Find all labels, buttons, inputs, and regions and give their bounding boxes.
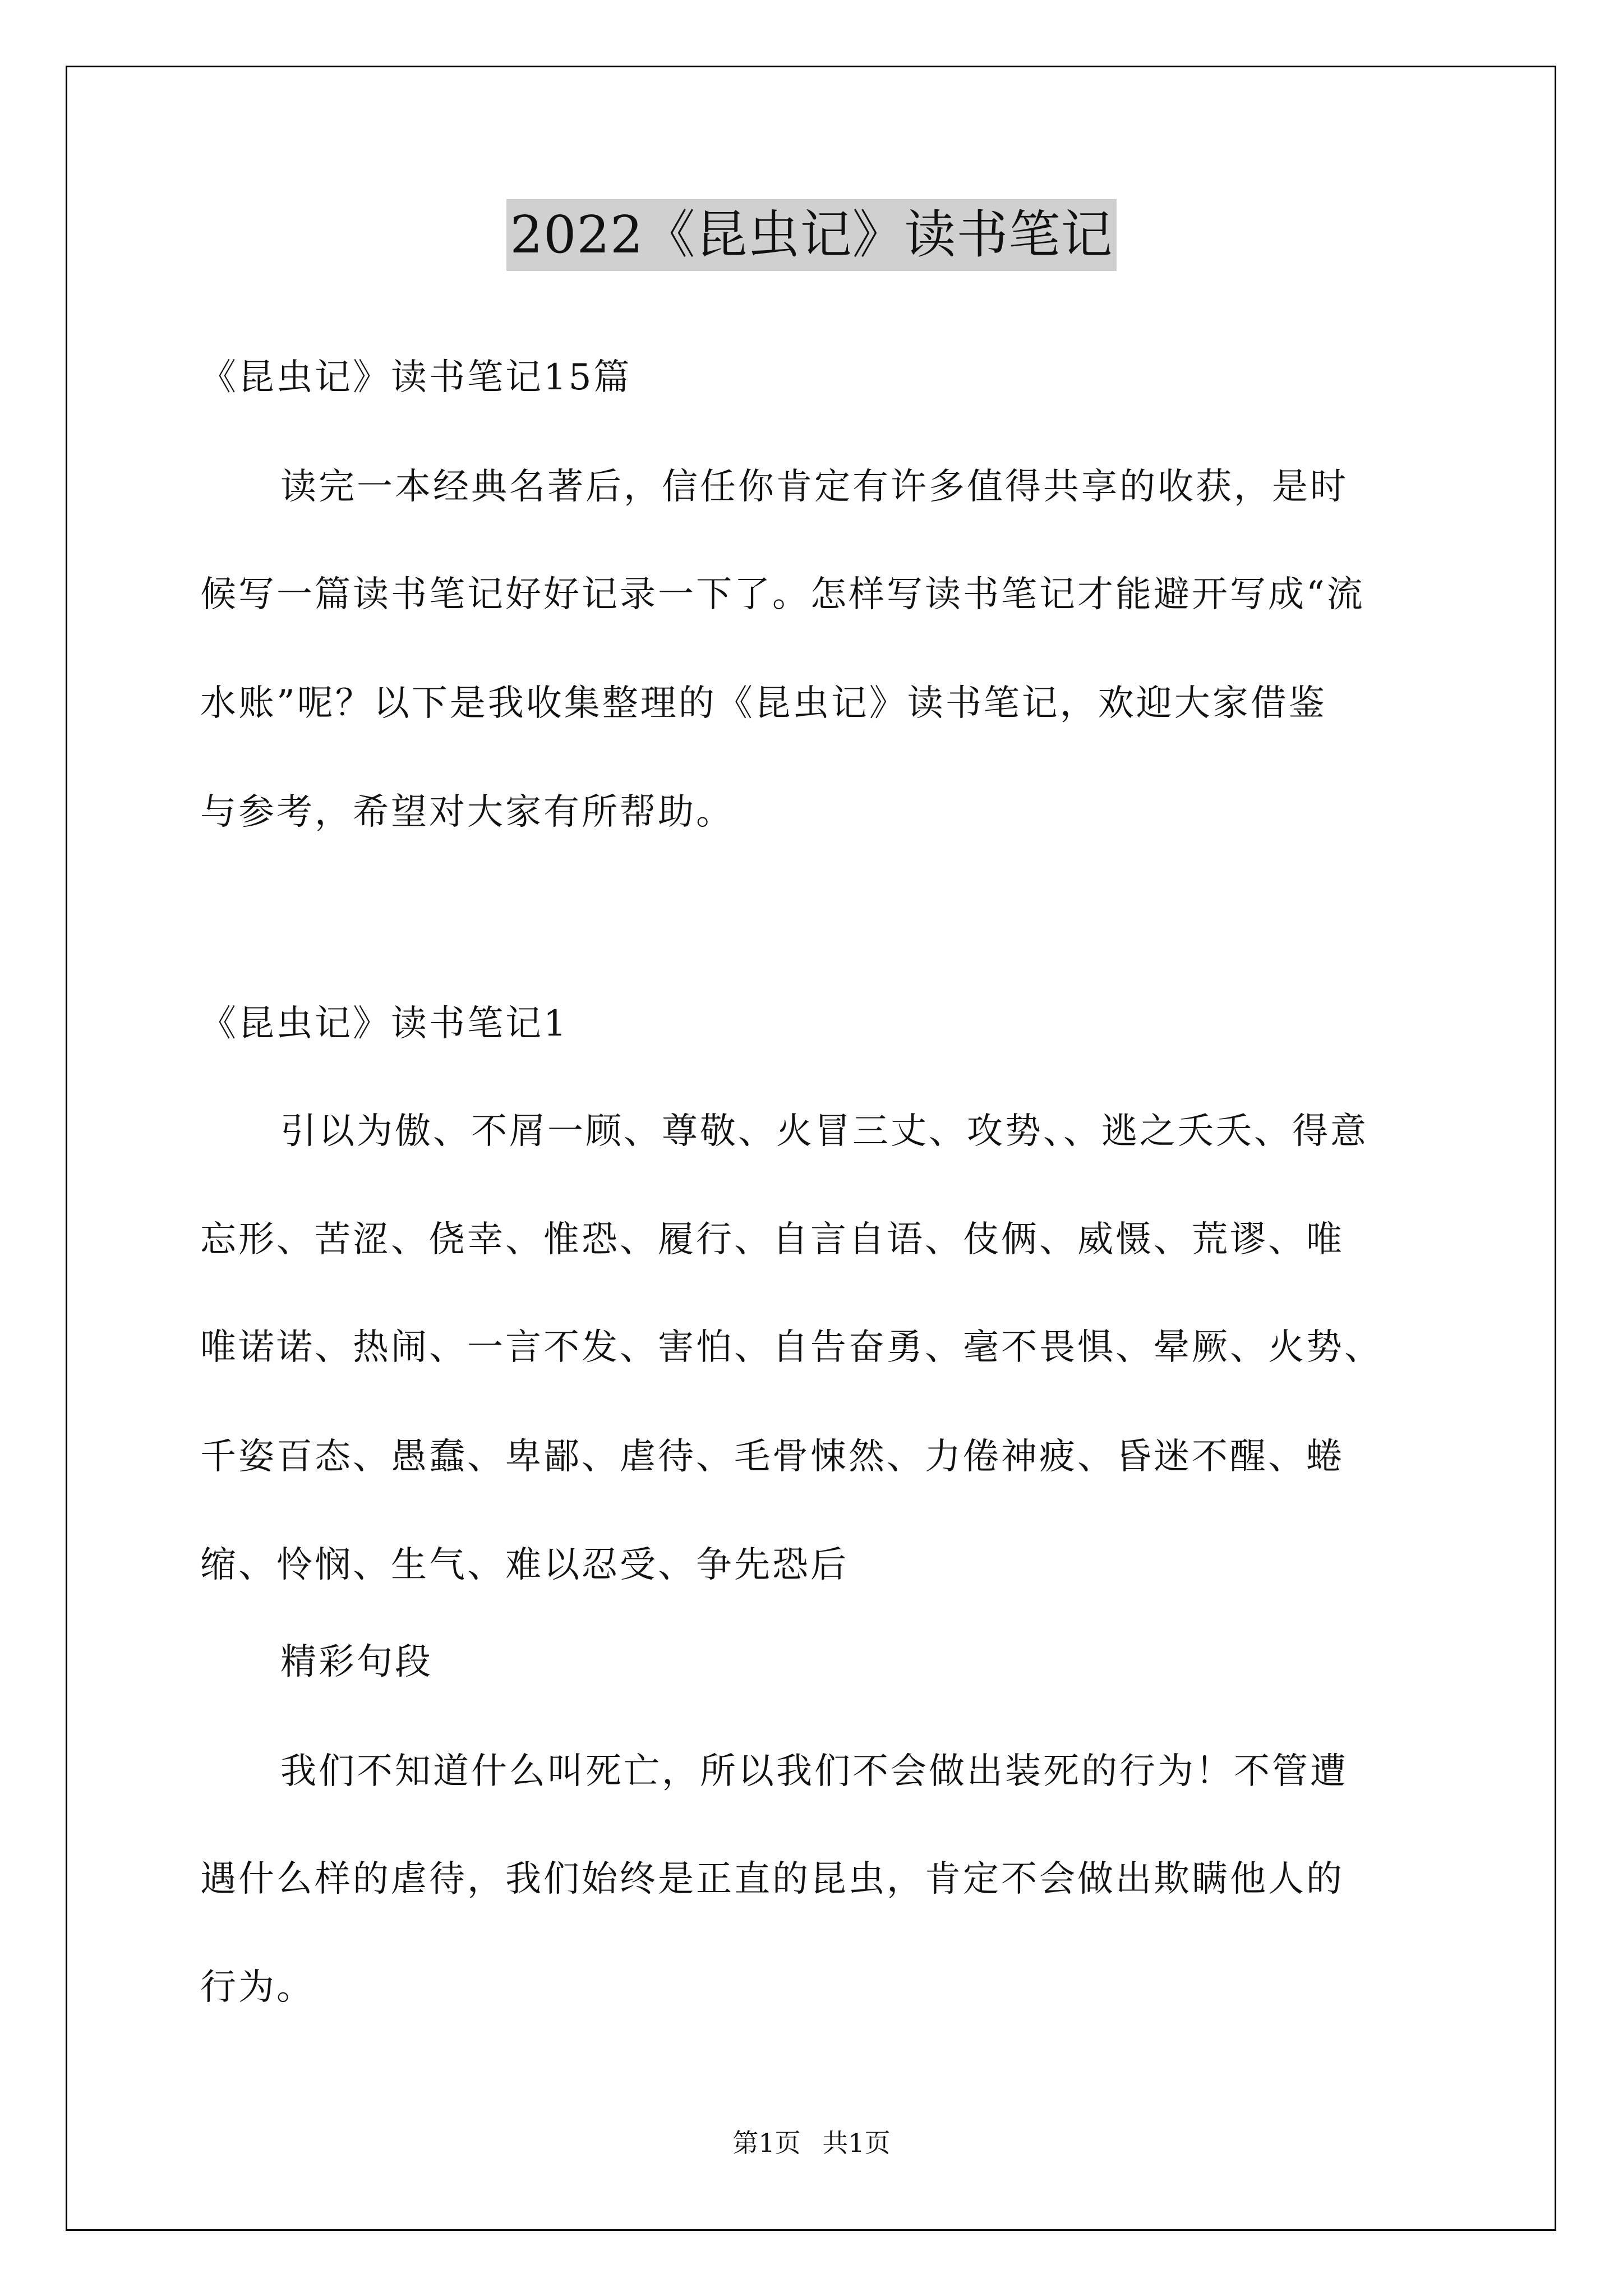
word-line: 引以为傲、不屑一顾、尊敬、火冒三丈、攻势、、逃之夭夭、得意 [280, 1111, 1368, 1152]
highlight-line: 我们不知道什么叫死亡，所以我们不会做出装死的行为！不管遭 [280, 1751, 1348, 1792]
word-line: 忘形、苦涩、侥幸、惟恐、履行、自言自语、伎俩、威慑、荒谬、唯 [200, 1219, 1344, 1260]
intro-line: 与参考，希望对大家有所帮助。 [200, 792, 734, 833]
document-title: 2022《昆虫记》读书笔记 [506, 199, 1116, 271]
title-container [0, 199, 1623, 271]
section-heading: 《昆虫记》读书笔记1 [200, 1003, 569, 1045]
subtitle: 《昆虫记》读书笔记15篇 [200, 357, 632, 398]
page-total: 共1页 [822, 2128, 891, 2158]
intro-line: 水账”呢？以下是我收集整理的《昆虫记》读书笔记，欢迎大家借鉴 [200, 683, 1327, 724]
page-footer [0, 2126, 1623, 2160]
intro-line: 读完一本经典名著后，信任你肯定有许多值得共享的收获，是时 [280, 466, 1348, 508]
word-line: 唯诺诺、热闹、一言不发、害怕、自告奋勇、毫不畏惧、晕厥、火势、 [200, 1327, 1382, 1368]
highlight-line: 行为。 [200, 1967, 315, 2008]
highlight-line: 遇什么样的虐待，我们始终是正直的昆虫，肯定不会做出欺瞒他人的 [200, 1858, 1344, 1900]
highlight-heading: 精彩句段 [280, 1641, 433, 1683]
word-line: 缩、怜悯、生气、难以忍受、争先恐后 [200, 1544, 849, 1586]
word-line: 千姿百态、愚蠢、卑鄙、虐待、毛骨悚然、力倦神疲、昏迷不醒、蜷 [200, 1436, 1344, 1478]
page-number: 第1页 [732, 2128, 801, 2158]
intro-line: 候写一篇读书笔记好好记录一下了。怎样写读书笔记才能避开写成“流 [200, 574, 1365, 615]
